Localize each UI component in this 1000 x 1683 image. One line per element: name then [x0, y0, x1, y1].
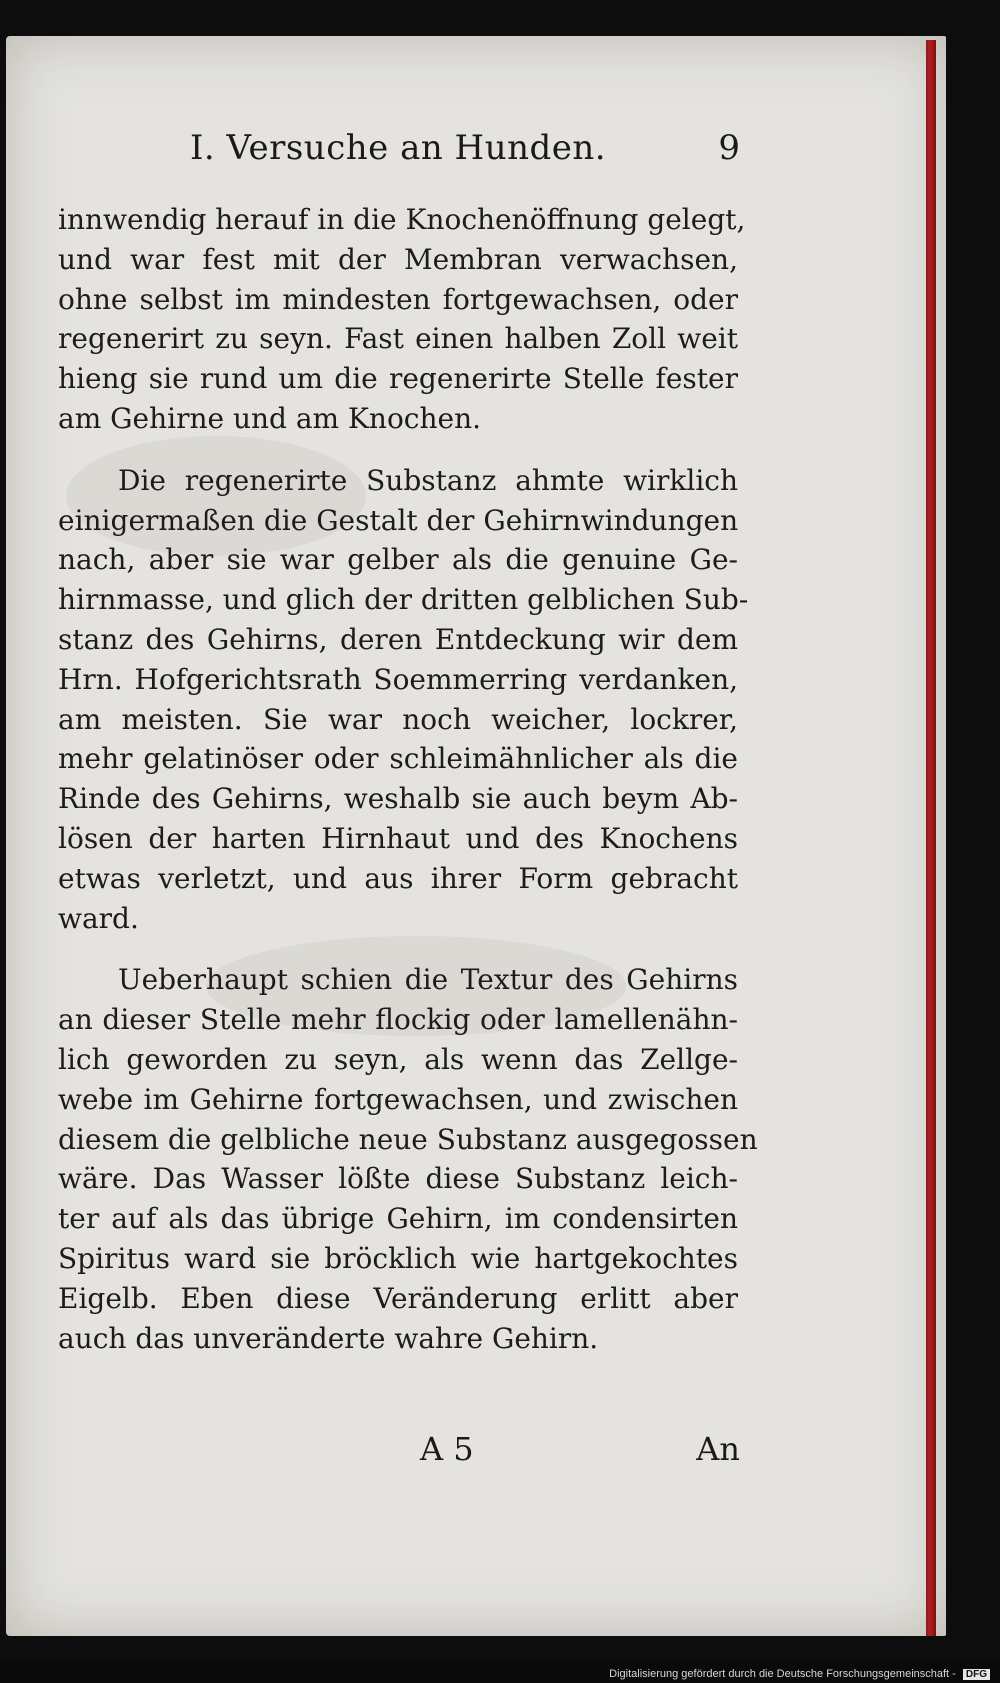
text-line: diesem die gelbliche neue Substanz ausgegossen: [58, 1122, 758, 1156]
text-line: und war fest mit der Membran verwachsen,: [58, 242, 738, 276]
text-line: ward.: [58, 901, 139, 935]
text-line: hirnmasse, und glich der dritten gelblichen Sub-: [58, 583, 749, 617]
credit-text: Digitalisierung gefördert durch die Deutsche Forschungsgemeinschaft -: [609, 1668, 956, 1680]
digitization-credit: [609, 1668, 990, 1680]
text-line: Spiritus ward sie bröcklich wie hartgekochtes: [58, 1241, 738, 1275]
text-line: Hrn. Hofgerichtsrath Soemmerring verdanken,: [58, 662, 738, 696]
paragraph: [58, 960, 758, 1358]
text-line: lich geworden zu seyn, als wenn das Zellge-: [58, 1042, 738, 1076]
text-line: Eigelb. Eben diese Veränderung erlitt aber: [58, 1281, 738, 1315]
text-line: ohne selbst im mindesten fortgewachsen, oder: [58, 282, 738, 316]
text-line: einigermaßen die Gestalt der Gehirnwindungen: [58, 503, 739, 537]
text-line: am Gehirne und am Knochen.: [58, 401, 482, 435]
credit-bar: [0, 1661, 1000, 1683]
catchline: [420, 1430, 740, 1474]
dfg-logo: DFG: [963, 1669, 990, 1680]
paragraph: [58, 461, 749, 939]
text-line: Die regenerirte Substanz ahmte wirklich: [118, 463, 738, 497]
text-line: auch das unveränderte wahre Gehirn.: [58, 1321, 599, 1355]
text-line: innwendig herauf in die Knochenöffnung gelegt,: [58, 203, 746, 236]
paragraph: [58, 200, 746, 439]
page-number: 9: [718, 128, 740, 168]
text-line: Ueberhaupt schien die Textur des Gehirns: [118, 963, 738, 997]
text-line: regenerirt zu seyn. Fast einen halben Zoll weit: [58, 322, 738, 356]
text-line: ter auf als das übrige Gehirn, im condensirten: [58, 1202, 738, 1236]
text-line: webe im Gehirne fortgewachsen, und zwischen: [58, 1082, 738, 1116]
text-line: an dieser Stelle mehr flockig oder lamellenähn-: [58, 1003, 738, 1037]
text-line: lösen der harten Hirnhaut und des Knochens: [58, 821, 738, 855]
page-header: [190, 128, 740, 176]
text-line: am meisten. Sie war noch weicher, lockrer,: [58, 702, 738, 736]
text-line: stanz des Gehirns, deren Entdeckung wir dem: [58, 622, 738, 656]
body-text: [58, 200, 758, 1380]
text-line: mehr gelatinöser oder schleimähnlicher als die: [58, 742, 738, 776]
text-line: nach, aber sie war gelber als die genuine Ge-: [58, 543, 738, 577]
text-line: hieng sie rund um die regenerirte Stelle fester: [58, 362, 738, 396]
text-line: etwas verletzt, und aus ihrer Form gebracht: [58, 861, 738, 895]
text-line: Rinde des Gehirns, weshalb sie auch beym Ab-: [58, 782, 738, 816]
page-red-edge: [926, 40, 936, 1636]
signature-mark: A 5: [420, 1430, 474, 1468]
text-line: wäre. Das Wasser lößte diese Substanz leich-: [58, 1162, 738, 1196]
catchword: An: [696, 1430, 740, 1468]
running-head: I. Versuche an Hunden.: [190, 128, 607, 168]
